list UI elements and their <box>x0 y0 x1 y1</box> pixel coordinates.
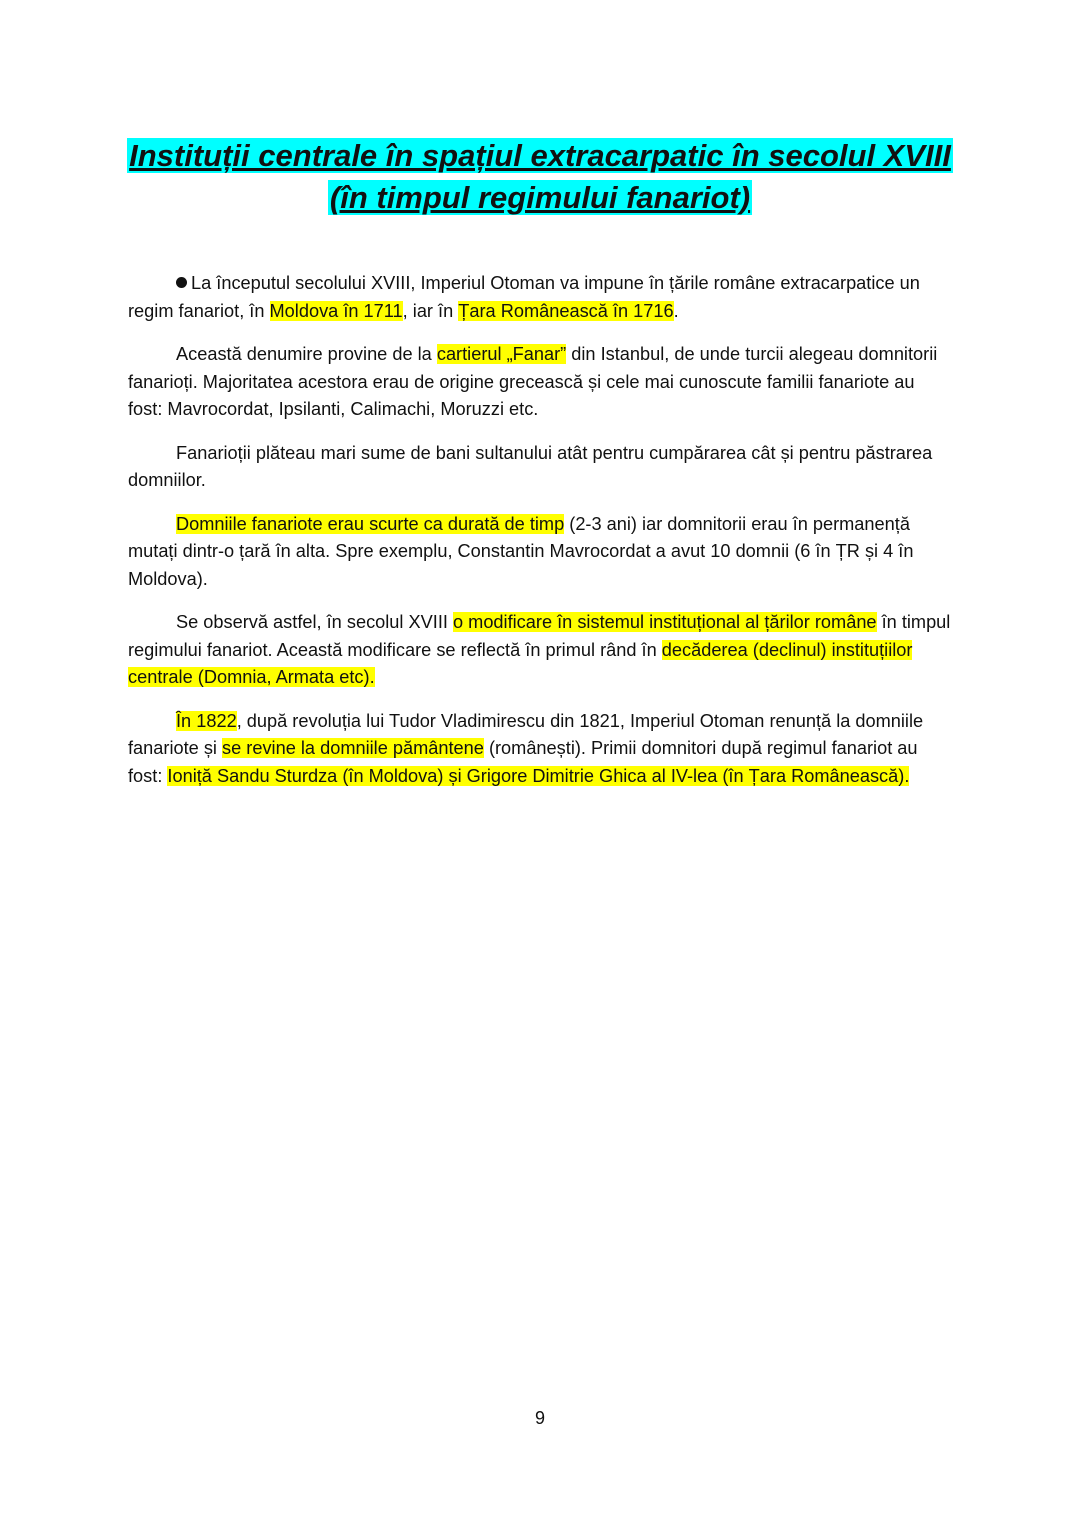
p2-highlight-1: cartierul „Fanar” <box>436 344 567 364</box>
paragraph-3 <box>128 440 953 495</box>
paragraph-1 <box>128 270 953 325</box>
p2-text-1: Această denumire provine de la <box>176 344 437 364</box>
p6-text-1: , după revoluția lui Tudor Vladimirescu din 1821, Imperiul Otoman renunță la domniile fanariote și <box>128 710 924 758</box>
page-title <box>0 136 1080 218</box>
bullet-icon <box>176 277 187 288</box>
p6-text-2: (românești). Primii domnitori după regimul fanariot au fost: <box>128 738 918 786</box>
document-body <box>128 270 953 806</box>
p3-text-1: Fanarioții plăteau mari sume de bani sultanului atât pentru cumpărarea cât și pentru păstrarea domniilor. <box>128 442 933 490</box>
title-line-2 <box>0 178 1080 218</box>
p1-highlight-2: Țara Românească în 1716 <box>458 300 674 321</box>
paragraph-2 <box>128 341 953 424</box>
p1-text-3: . <box>673 300 679 321</box>
title-line-2-text: (în timpul regimului fanariot) <box>329 180 751 215</box>
p1-text-1: La începutul secolului XVIII, Imperiul Otoman va impune în țările române extracarpatice un regim fanariot, în <box>128 273 920 321</box>
paragraph-4 <box>128 511 953 594</box>
title-line-1-text: Instituții centrale în spațiul extracarpatic în secolul XVIII <box>129 138 951 173</box>
page-number: 9 <box>534 1408 545 1428</box>
paragraph-5 <box>128 609 953 692</box>
p2-text-2: din Istanbul, de unde turcii alegeau domnitorii fanarioți. Majoritatea acestora erau de origine grecească și cele mai cunoscute familii fanariote au fost: Mavrocordat, Ipsilanti, Calimachi, Moruzzi etc. <box>128 344 938 419</box>
p6-highlight-3: Ioniță Sandu Sturdza (în Moldova) și Grigore Dimitrie Ghica al IV-lea (în Țara Românească). <box>167 765 910 786</box>
p6-highlight-1: În 1822 <box>176 710 237 731</box>
p5-text-1: Se observă astfel, în secolul XVIII <box>176 612 453 632</box>
p1-text-2: , iar în <box>402 300 459 321</box>
p5-highlight-2: decăderea (declinul) instituțiilor centrale (Domnia, Armata etc). <box>128 639 913 687</box>
p4-highlight-1: Domniile fanariote erau scurte ca durată de timp <box>176 513 565 534</box>
p5-text-2: în timpul regimului fanariot. Această modificare se reflectă în primul rând în <box>128 612 951 660</box>
title-line-1 <box>0 136 1080 176</box>
p4-text-1: (2-3 ani) iar domnitorii erau în permanență mutați dintr-o țară în alta. Spre exemplu, Constantin Mavrocordat a avut 10 domnii (6 în ȚR și 4 în Moldova). <box>128 513 914 589</box>
p1-highlight-1: Moldova în 1711 <box>269 300 403 321</box>
paragraph-6 <box>128 708 953 791</box>
p5-highlight-1: o modificare în sistemul instituțional al țărilor române <box>453 612 877 632</box>
p6-highlight-2: se revine la domniile pământene <box>222 738 484 758</box>
